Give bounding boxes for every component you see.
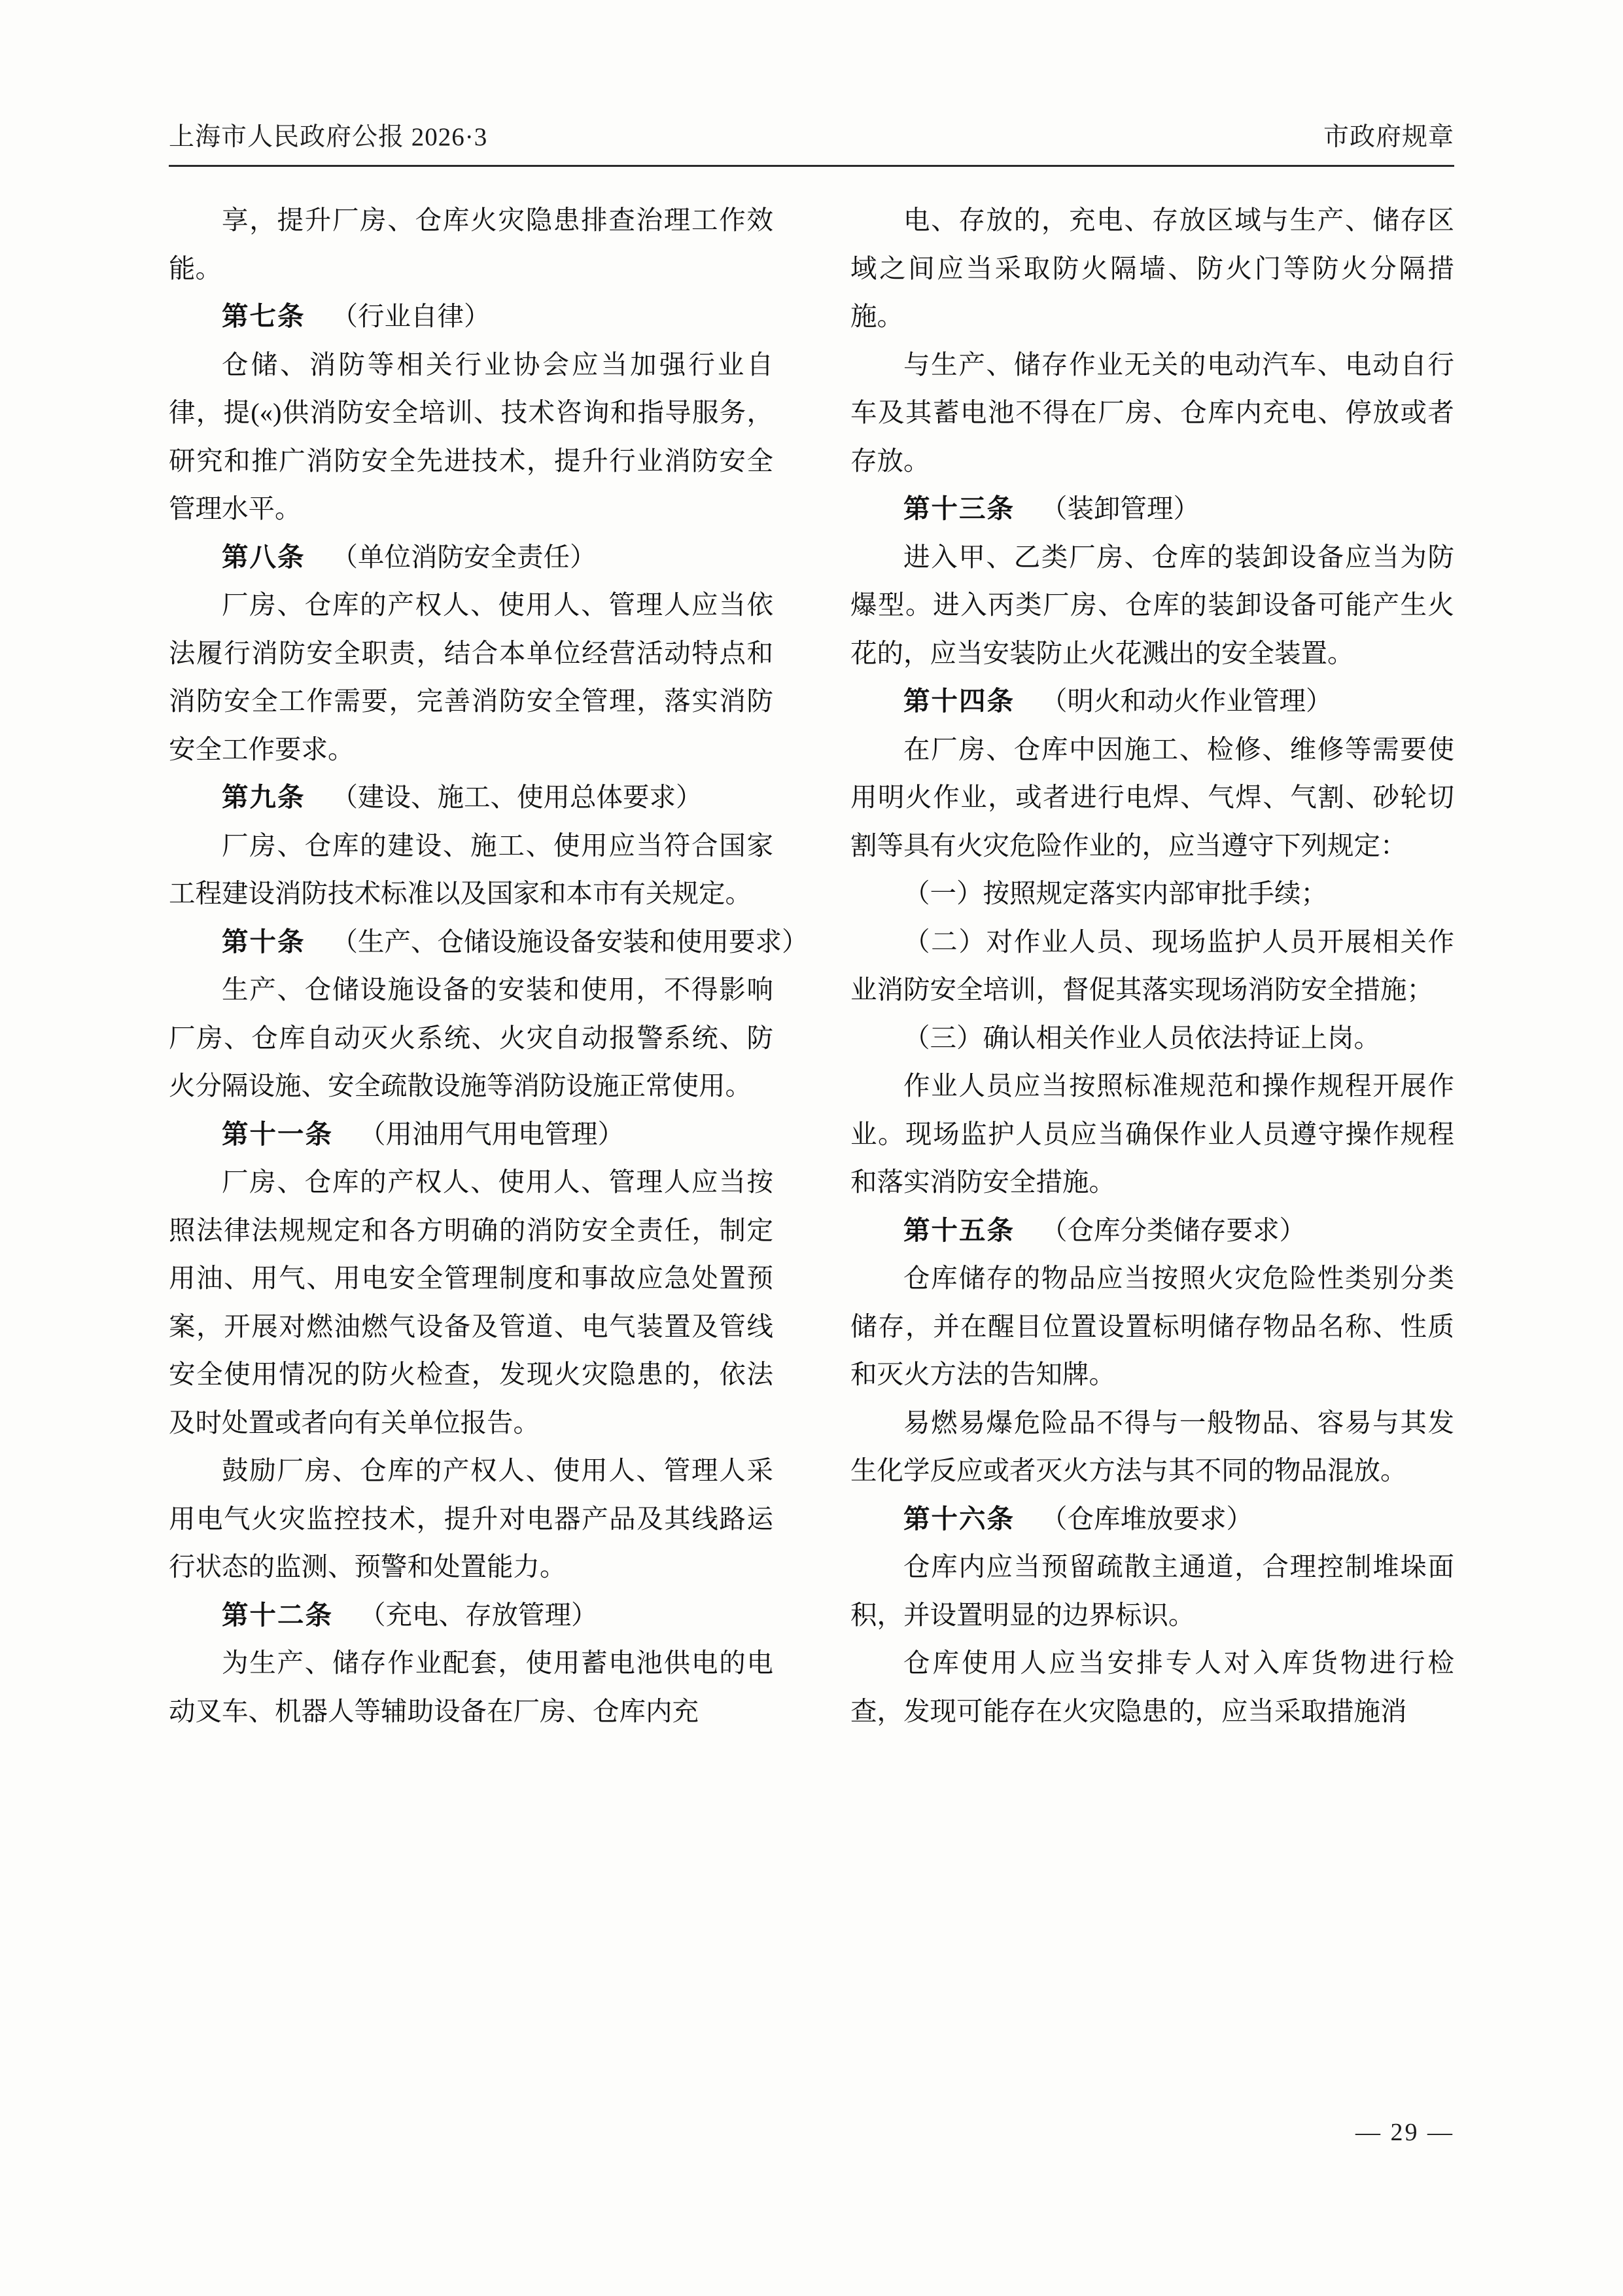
paragraph: 厂房、仓库的建设、施工、使用应当符合国家工程建设消防技术标准以及国家和本市有关规定。 (169, 830, 773, 908)
paragraph: 享，提升厂房、仓库火灾隐患排查治理工作效能。 (169, 205, 773, 283)
paragraph: 鼓励厂房、仓库的产权人、使用人、管理人采用电气火灾监控技术，提升对电器产品及其线路运行状态的监测、预警和处置能力。 (169, 1456, 773, 1581)
paragraph: 仓库内应当预留疏散主通道，合理控制堆垛面积，并设置明显的边界标识。 (850, 1552, 1454, 1630)
paragraph: 为生产、储存作业配套，使用蓄电池供电的电动叉车、机器人等辅助设备在厂房、仓库内充 (169, 1648, 773, 1726)
paragraph: 仓库使用人应当安排专人对入库货物进行检查，发现可能存在火灾隐患的，应当采取措施消 (850, 1648, 1454, 1726)
article-title: （仓库堆放要求） (1041, 1504, 1253, 1534)
article-heading (169, 918, 809, 966)
article-heading (850, 1207, 1454, 1255)
article-heading (850, 485, 1454, 533)
running-head-right: 市政府规章 (1323, 123, 1454, 151)
article-number: 第十五条 (903, 1215, 1015, 1245)
article-number: 第十二条 (222, 1600, 333, 1630)
paragraph: 仓储、消防等相关行业协会应当加强行业自律，提(«)供消防安全培训、技术咨询和指导服务，研究和推广消防安全先进技术，提升行业消防安全管理水平。 (169, 349, 773, 523)
page-footer (169, 2118, 1454, 2147)
article-heading (169, 773, 773, 822)
article-number: 第十四条 (903, 686, 1015, 716)
paragraph: 厂房、仓库的产权人、使用人、管理人应当按照法律法规规定和各方明确的消防安全责任，制定用油、用气、用电安全管理制度和事故应急处置预案，开展对燃油燃气设备及管道、电气装置及管线安全使用情况的防火检查，发现火灾隐患的，依法及时处置或者向有关单位报告。 (169, 1167, 773, 1438)
article-number: 第九条 (222, 783, 305, 812)
article-title: （单位消防安全责任） (331, 542, 597, 572)
paragraph: 在厂房、仓库中因施工、检修、维修等需要使用明火作业，或者进行电焊、气焊、气割、砂轮切割等具有火灾危险作业的，应当遵守下列规定： (850, 734, 1454, 860)
article-number: 第十六条 (903, 1504, 1015, 1534)
article-title: （行业自律） (331, 302, 491, 331)
paragraph: 进入甲、乙类厂房、仓库的装卸设备应当为防爆型。进入丙类厂房、仓库的装卸设备可能产生火花的，应当安装防止火花溅出的安全装置。 (850, 542, 1454, 668)
article-number: 第十一条 (222, 1119, 333, 1149)
paragraph: 与生产、储存作业无关的电动汽车、电动自行车及其蓄电池不得在厂房、仓库内充电、停放或者存放。 (850, 349, 1454, 476)
article-title: （充电、存放管理） (359, 1600, 598, 1630)
article-title: （用油用气用电管理） (359, 1119, 624, 1149)
paragraph: （一）按照规定落实内部审批手续； (903, 879, 1327, 908)
column-left (169, 196, 809, 2094)
paragraph: 易燃易爆危险品不得与一般物品、容易与其发生化学反应或者灭火方法与其不同的物品混放。 (850, 1407, 1454, 1485)
article-title: （装卸管理） (1041, 494, 1200, 523)
column-right (850, 196, 1454, 2094)
page-number: — 29 — (1355, 2119, 1454, 2146)
article-number: 第八条 (222, 542, 305, 572)
article-title: （仓库分类储存要求） (1041, 1215, 1306, 1245)
body-columns (169, 196, 1454, 2094)
article-heading (169, 1591, 773, 1640)
article-heading (850, 1495, 1454, 1544)
article-title: （明火和动火作业管理） (1041, 686, 1333, 716)
article-title: （生产、仓储设施设备安装和使用要求） (331, 927, 809, 957)
paragraph: 厂房、仓库的产权人、使用人、管理人应当依法履行消防安全职责，结合本单位经营活动特点和消防安全工作需要，完善消防安全管理，落实消防安全工作要求。 (169, 590, 773, 764)
paragraph: 仓库储存的物品应当按照火灾危险性类别分类储存，并在醒目位置设置标明储存物品名称、性质和灭火方法的告知牌。 (850, 1263, 1454, 1389)
article-heading (850, 677, 1454, 726)
paragraph: （二）对作业人员、现场监护人员开展相关作业消防安全培训，督促其落实现场消防安全措施； (850, 927, 1454, 1004)
paragraph: 作业人员应当按照标准规范和操作规程开展作业。现场监护人员应当确保作业人员遵守操作规程和落实消防安全措施。 (850, 1071, 1454, 1197)
running-head-left: 上海市人民政府公报 2026·3 (169, 123, 488, 151)
article-heading (169, 1110, 773, 1159)
article-number: 第十三条 (903, 494, 1015, 523)
article-heading (169, 292, 773, 341)
paragraph: 电、存放的，充电、存放区域与生产、储存区域之间应当采取防火隔墙、防火门等防火分隔措施。 (850, 205, 1454, 331)
article-heading (169, 533, 773, 582)
article-number: 第十条 (222, 927, 305, 957)
running-head (169, 116, 1454, 153)
paragraph: （三）确认相关作业人员依法持证上岗。 (903, 1023, 1380, 1053)
article-title: （建设、施工、使用总体要求） (331, 783, 703, 812)
article-number: 第七条 (222, 302, 305, 331)
paragraph: 生产、仓储设施设备的安装和使用，不得影响厂房、仓库自动灭火系统、火灾自动报警系统、防火分隔设施、安全疏散设施等消防设施正常使用。 (169, 975, 773, 1101)
header-divider (169, 165, 1454, 167)
